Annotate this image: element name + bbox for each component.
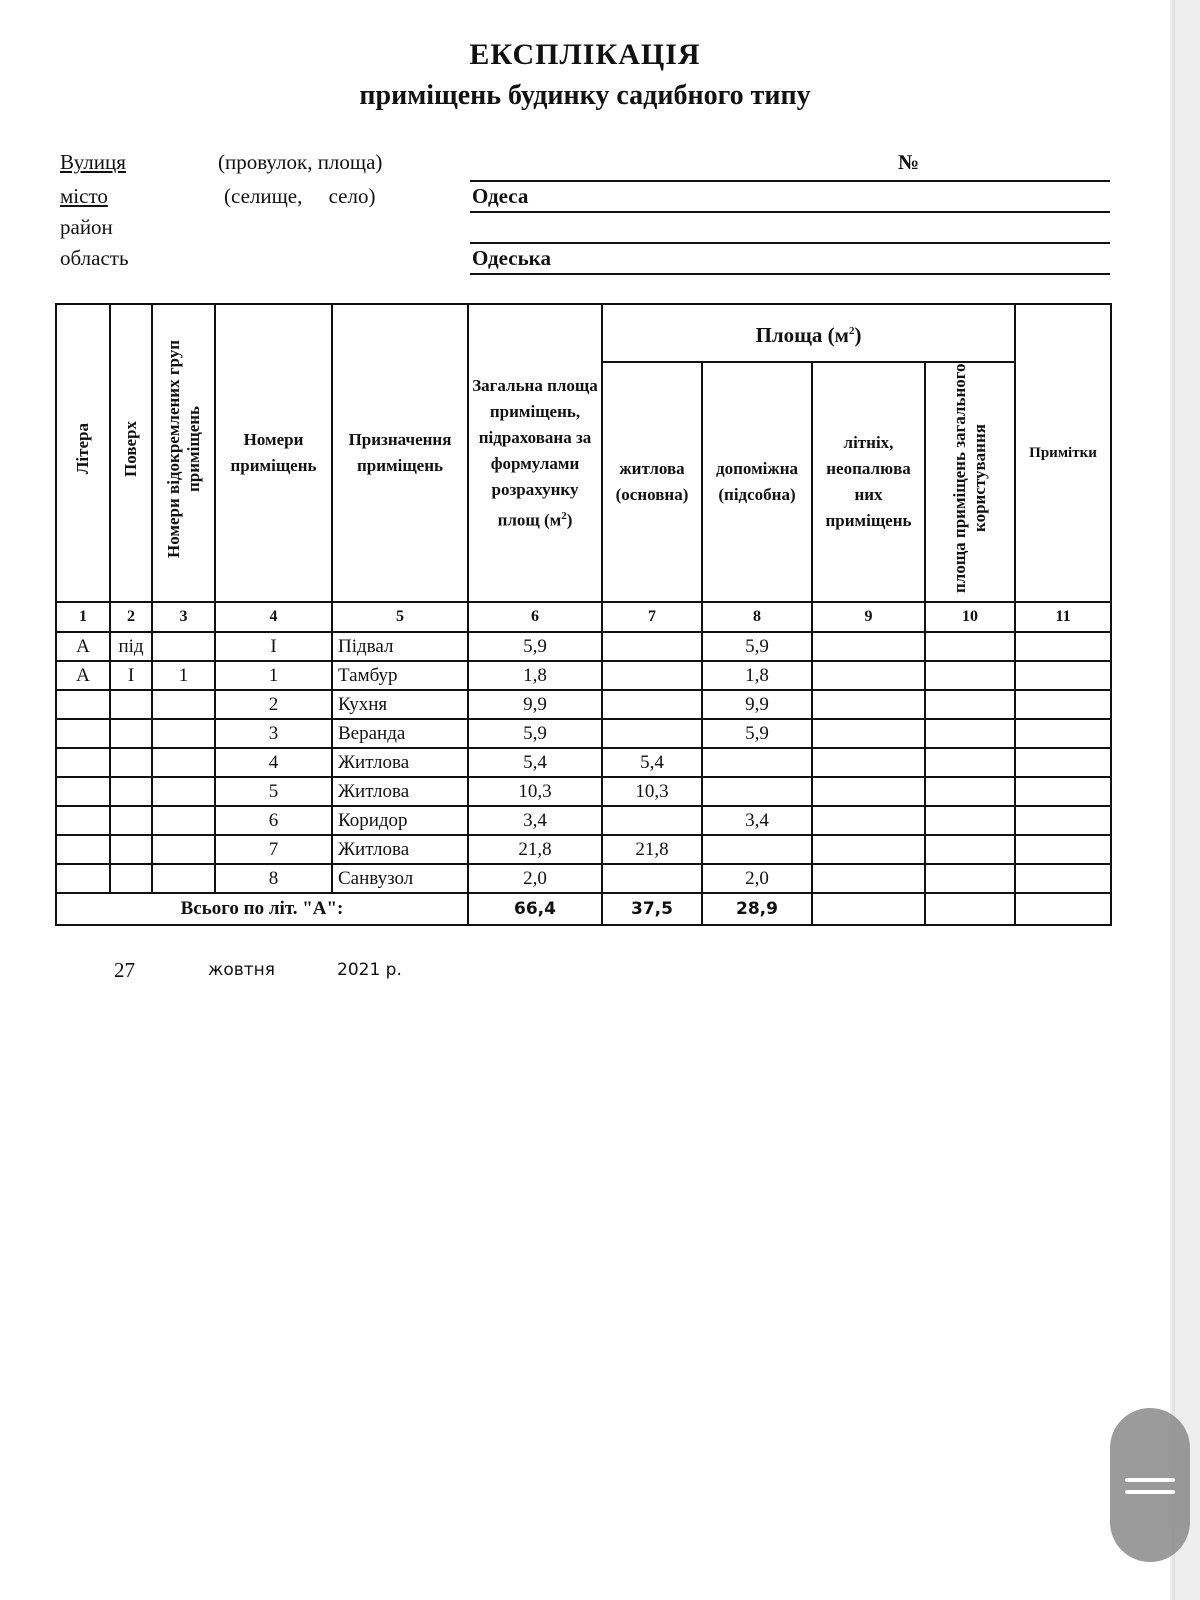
cell-notes <box>1015 632 1111 661</box>
cell-group <box>152 806 215 835</box>
total-row <box>56 893 1111 925</box>
city-line <box>470 211 1110 213</box>
cell-group <box>152 632 215 661</box>
street-label: Вулиця <box>60 150 126 174</box>
table-row <box>56 690 1111 719</box>
cell-total: 9,9 <box>468 690 602 719</box>
cell-total: 1,8 <box>468 661 602 690</box>
cell-summer <box>812 835 925 864</box>
header-poverkh: Поверх <box>110 304 152 602</box>
region-value: Одеська <box>472 246 551 270</box>
header-litera: Літера <box>56 304 110 602</box>
cell-room: 5 <box>215 777 332 806</box>
total-common <box>925 893 1015 925</box>
column-number: 2 <box>110 602 152 632</box>
cell-group <box>152 864 215 893</box>
cell-notes <box>1015 806 1111 835</box>
cell-room: 6 <box>215 806 332 835</box>
cell-room: 8 <box>215 864 332 893</box>
total-living: 37,5 <box>602 893 702 925</box>
doc-title: ЕКСПЛІКАЦІЯ <box>469 38 701 71</box>
cell-room: 7 <box>215 835 332 864</box>
total-area: 66,4 <box>468 893 602 925</box>
cell-summer <box>812 864 925 893</box>
column-number: 10 <box>925 602 1015 632</box>
column-number: 3 <box>152 602 215 632</box>
cell-room: 4 <box>215 748 332 777</box>
handle-bar <box>1125 1490 1175 1494</box>
cell-total: 2,0 <box>468 864 602 893</box>
cell-common <box>925 806 1015 835</box>
date-month: жовтня <box>208 960 275 980</box>
cell-notes <box>1015 864 1111 893</box>
cell-notes <box>1015 661 1111 690</box>
cell-living <box>602 864 702 893</box>
cell-total: 3,4 <box>468 806 602 835</box>
cell-aux: 3,4 <box>702 806 812 835</box>
cell-litera <box>56 835 110 864</box>
handle-bar <box>1125 1478 1175 1482</box>
cell-common <box>925 632 1015 661</box>
city-label: місто <box>60 184 108 208</box>
header-purpose: Призначення приміщень <box>332 304 468 602</box>
cell-living: 21,8 <box>602 835 702 864</box>
cell-floor <box>110 806 152 835</box>
cell-common <box>925 835 1015 864</box>
cell-summer <box>812 690 925 719</box>
cell-name: Веранда <box>332 719 468 748</box>
street-line <box>470 180 1110 182</box>
cell-litera: А <box>56 632 110 661</box>
cell-floor <box>110 835 152 864</box>
header-auxiliary: допоміжна (підсобна) <box>702 362 812 602</box>
drag-handle-icon[interactable] <box>1110 1408 1190 1562</box>
cell-living: 5,4 <box>602 748 702 777</box>
cell-floor <box>110 748 152 777</box>
table-row <box>56 661 1111 690</box>
city-note: (селище, село) <box>224 184 376 208</box>
header-notes: Примітки <box>1015 304 1111 602</box>
cell-summer <box>812 719 925 748</box>
table-row <box>56 777 1111 806</box>
cell-floor <box>110 690 152 719</box>
header-summer: літніх, неопалюва них приміщень <box>812 362 925 602</box>
cell-common <box>925 748 1015 777</box>
table-row <box>56 835 1111 864</box>
cell-common <box>925 719 1015 748</box>
cell-room: I <box>215 632 332 661</box>
page-edge-line <box>1172 0 1175 1600</box>
cell-common <box>925 864 1015 893</box>
column-number: 6 <box>468 602 602 632</box>
cell-aux: 1,8 <box>702 661 812 690</box>
cell-room: 3 <box>215 719 332 748</box>
cell-group <box>152 719 215 748</box>
cell-group <box>152 777 215 806</box>
district-line <box>470 242 1110 244</box>
column-number: 11 <box>1015 602 1111 632</box>
cell-notes <box>1015 690 1111 719</box>
cell-summer <box>812 661 925 690</box>
cell-aux: 2,0 <box>702 864 812 893</box>
table-body <box>56 632 1111 893</box>
cell-name: Санвузол <box>332 864 468 893</box>
table-row <box>56 864 1111 893</box>
cell-living <box>602 806 702 835</box>
cell-aux: 5,9 <box>702 719 812 748</box>
street-note: (провулок, площа) <box>218 150 383 174</box>
total-notes <box>1015 893 1111 925</box>
cell-group <box>152 690 215 719</box>
column-number: 4 <box>215 602 332 632</box>
cell-room: 1 <box>215 661 332 690</box>
cell-living <box>602 690 702 719</box>
cell-name: Тамбур <box>332 661 468 690</box>
cell-litera <box>56 777 110 806</box>
cell-common <box>925 690 1015 719</box>
table-row <box>56 719 1111 748</box>
cell-litera: А <box>56 661 110 690</box>
cell-aux: 5,9 <box>702 632 812 661</box>
cell-floor: I <box>110 661 152 690</box>
header-area-group: Площа $(м^2)$ <box>602 304 1015 362</box>
district-label: район <box>60 215 113 239</box>
total-label: Всього по літ. "А": <box>56 893 468 925</box>
cell-common <box>925 661 1015 690</box>
cell-name: Житлова <box>332 777 468 806</box>
cell-litera <box>56 806 110 835</box>
region-line <box>470 273 1110 275</box>
table-row <box>56 748 1111 777</box>
cell-name: Коридор <box>332 806 468 835</box>
cell-litera <box>56 690 110 719</box>
cell-litera <box>56 864 110 893</box>
cell-living <box>602 632 702 661</box>
cell-aux <box>702 777 812 806</box>
house-number-label: № <box>898 150 920 174</box>
cell-common <box>925 777 1015 806</box>
cell-floor: під <box>110 632 152 661</box>
cell-total: 21,8 <box>468 835 602 864</box>
cell-name: Підвал <box>332 632 468 661</box>
cell-living: 10,3 <box>602 777 702 806</box>
total-summer <box>812 893 925 925</box>
cell-summer <box>812 806 925 835</box>
cell-group <box>152 748 215 777</box>
cell-aux <box>702 835 812 864</box>
cell-name: Кухня <box>332 690 468 719</box>
cell-summer <box>812 632 925 661</box>
cell-total: 5,4 <box>468 748 602 777</box>
cell-litera <box>56 748 110 777</box>
cell-group <box>152 835 215 864</box>
column-number: 7 <box>602 602 702 632</box>
cell-total: 5,9 <box>468 632 602 661</box>
header-total-area: Загальна площа приміщень, підрахована за формулами розрахунку площ $(м^2)$ <box>468 304 602 602</box>
date-day: 27 <box>114 958 135 982</box>
doc-subtitle: приміщень будинку садибного типу <box>359 80 811 111</box>
cell-floor <box>110 777 152 806</box>
cell-floor <box>110 719 152 748</box>
column-number: 9 <box>812 602 925 632</box>
date-year: 2021 р. <box>337 960 402 980</box>
region-label: область <box>60 246 129 270</box>
cell-litera <box>56 719 110 748</box>
cell-room: 2 <box>215 690 332 719</box>
cell-notes <box>1015 719 1111 748</box>
header-common: площа приміщень загального користування <box>925 362 1015 602</box>
cell-living <box>602 661 702 690</box>
header-living: житлова (основна) <box>602 362 702 602</box>
cell-aux: 9,9 <box>702 690 812 719</box>
cell-summer <box>812 777 925 806</box>
cell-summer <box>812 748 925 777</box>
cell-group: 1 <box>152 661 215 690</box>
cell-living <box>602 719 702 748</box>
cell-name: Житлова <box>332 835 468 864</box>
cell-floor <box>110 864 152 893</box>
cell-total: 10,3 <box>468 777 602 806</box>
cell-notes <box>1015 748 1111 777</box>
table-row <box>56 806 1111 835</box>
explication-table <box>55 303 1112 926</box>
cell-notes <box>1015 777 1111 806</box>
header-room-numbers: Номери приміщень <box>215 304 332 602</box>
table-row <box>56 632 1111 661</box>
cell-name: Житлова <box>332 748 468 777</box>
total-aux: 28,9 <box>702 893 812 925</box>
column-number: 5 <box>332 602 468 632</box>
cell-notes <box>1015 835 1111 864</box>
column-number: 8 <box>702 602 812 632</box>
cell-aux <box>702 748 812 777</box>
cell-total: 5,9 <box>468 719 602 748</box>
city-value: Одеса <box>472 184 529 208</box>
header-groups: Номери відокремлених груп приміщень <box>152 304 215 602</box>
column-number: 1 <box>56 602 110 632</box>
